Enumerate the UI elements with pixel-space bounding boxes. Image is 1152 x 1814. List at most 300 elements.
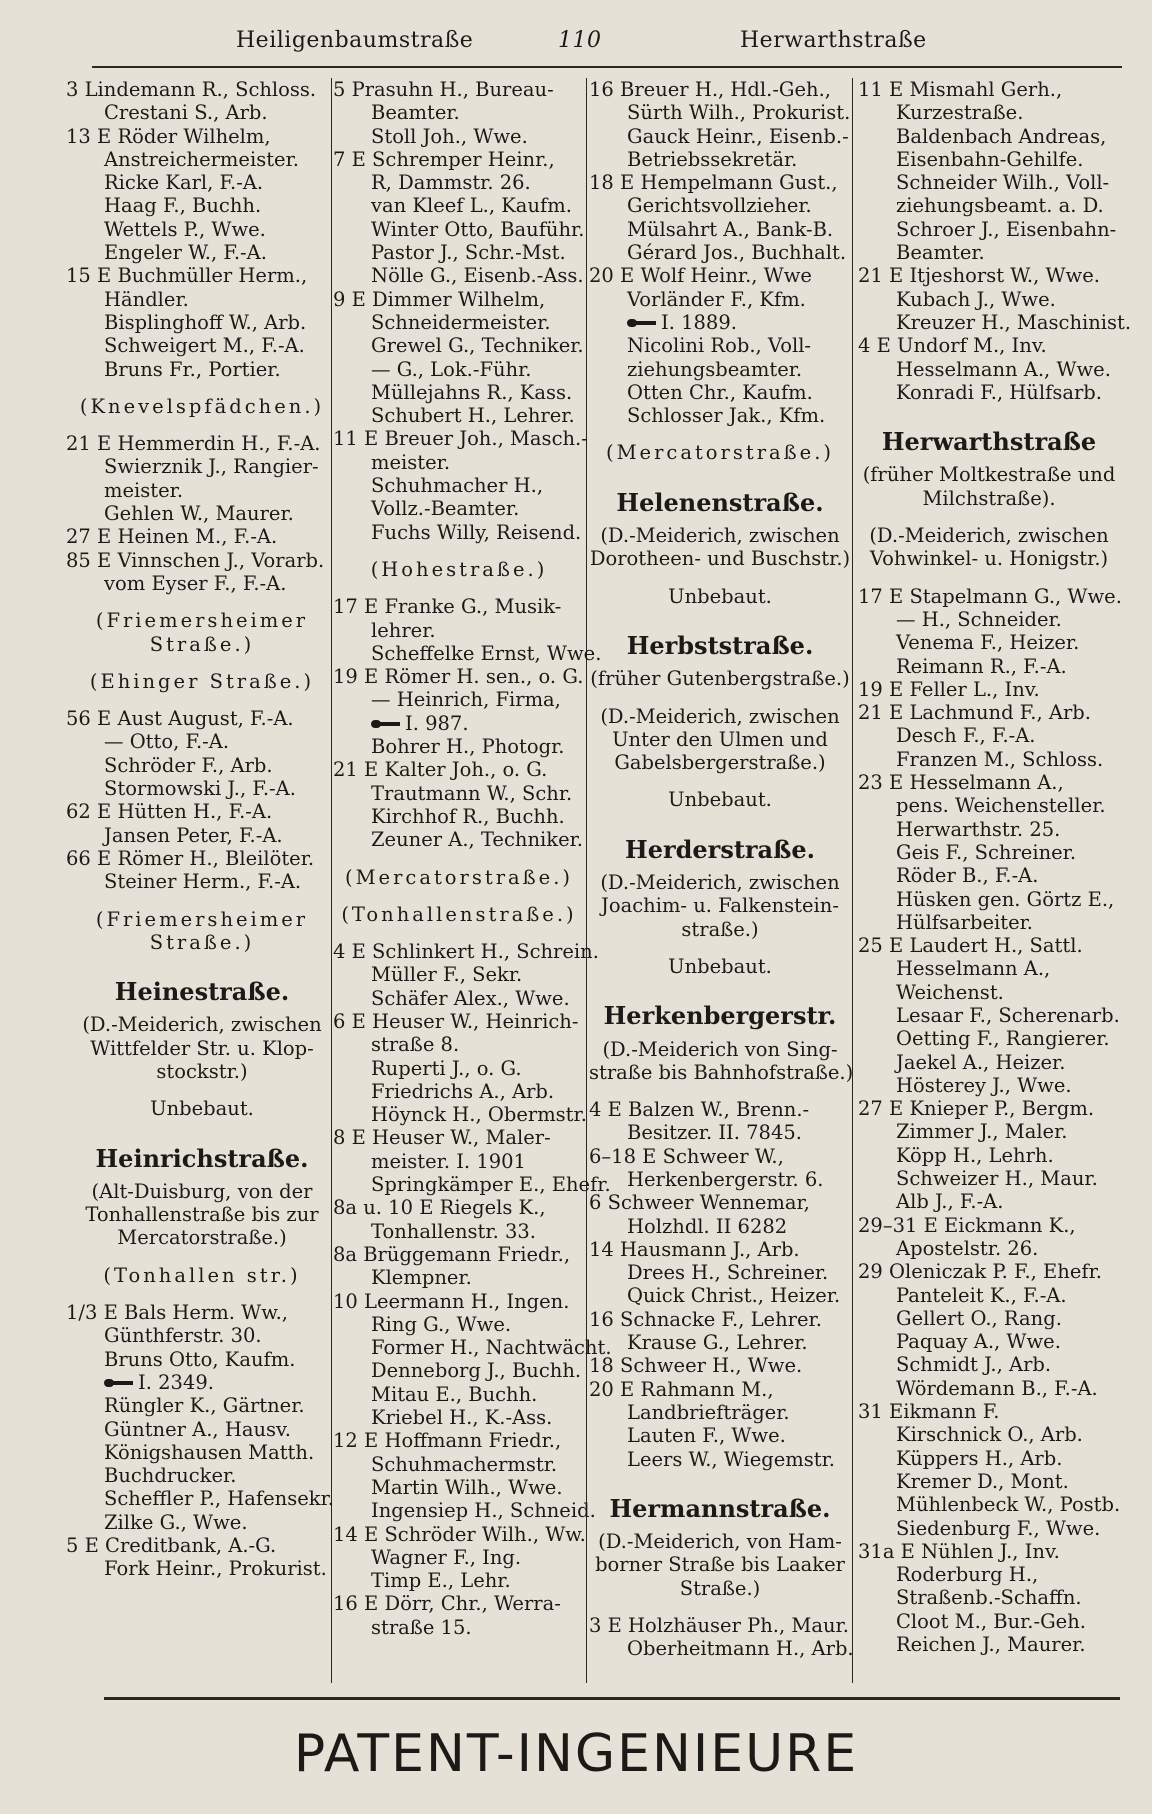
directory-entry <box>333 171 585 194</box>
entry-text: 21 E Kalter Joh., o. G. <box>333 758 548 782</box>
directory-entry <box>589 1145 851 1168</box>
entry-text: Heinrichstraße. <box>95 1143 309 1173</box>
directory-entry <box>66 1301 338 1324</box>
directory-entry <box>333 1103 585 1126</box>
entry-text: Gérard Jos., Buchhalt. <box>627 241 847 265</box>
entry-text: 13 E Röder Wilhelm, <box>66 124 271 148</box>
directory-entry <box>858 1214 1120 1237</box>
spacer <box>589 1600 851 1614</box>
entry-text: 27 E Knieper P., Bergm. <box>858 1097 1095 1121</box>
directory-entry <box>858 1470 1120 1493</box>
entry-text: Dorotheen- und Buschstr.) <box>589 547 851 571</box>
directory-entry <box>333 358 585 381</box>
entry-text: Franzen M., Schloss. <box>896 747 1104 771</box>
directory-entry <box>858 1586 1120 1609</box>
entry-text: Schäfer Alex., Wwe. <box>371 986 570 1010</box>
directory-entry <box>858 608 1120 631</box>
directory-entry <box>66 549 338 572</box>
spacer <box>66 595 338 609</box>
directory-entry <box>333 1453 585 1476</box>
entry-text: 29 Oleniczak P. F., Ehefr. <box>858 1260 1102 1284</box>
directory-entry <box>333 1266 585 1289</box>
directory-entry <box>858 125 1120 148</box>
entry-text: ziehungsbeamt. a. D. <box>896 194 1104 218</box>
directory-entry <box>66 171 338 194</box>
directory-entry <box>333 1033 585 1056</box>
directory-entry <box>858 1633 1120 1656</box>
entry-text: Herwarthstr. 25. <box>896 817 1061 841</box>
directory-entry <box>589 404 851 427</box>
entry-text: Cloot M., Bur.-Geh. <box>896 1609 1086 1633</box>
directory-entry <box>858 1237 1120 1260</box>
entry-text: Quick Christ., Heizer. <box>627 1284 841 1308</box>
spacer <box>589 571 851 585</box>
entry-text: (Ehinger Straße.) <box>89 669 315 693</box>
street-note <box>66 395 338 418</box>
directory-entry <box>589 288 851 311</box>
directory-entry <box>333 1592 585 1615</box>
telephone-icon <box>627 317 657 329</box>
directory-entry <box>589 78 851 101</box>
entry-text: — H., Schneider. <box>896 607 1062 631</box>
spacer <box>589 608 851 622</box>
directory-entry <box>858 864 1120 887</box>
street-note <box>66 670 338 693</box>
header-right-street: Herwarthstraße <box>740 28 927 53</box>
directory-entry <box>333 334 585 357</box>
street-heading <box>589 834 851 864</box>
entry-text: 25 E Laudert H., Sattl. <box>858 934 1083 958</box>
footer-advertisement: PATENT-INGENIEURE <box>293 1724 859 1784</box>
entry-text: 9 E Dimmer Wilhelm, <box>333 287 546 311</box>
directory-entry <box>589 1378 851 1401</box>
directory-entry <box>858 888 1120 911</box>
entry-text: van Kleef L., Kaufm. <box>371 194 572 218</box>
entry-text: Siedenburg F., Wwe. <box>896 1516 1101 1540</box>
directory-entry <box>66 432 338 455</box>
entry-text: Klempner. <box>371 1266 472 1290</box>
directory-entry <box>66 824 338 847</box>
entry-text: 21 E Lachmund F., Arb. <box>858 701 1091 725</box>
directory-entry <box>333 665 585 688</box>
entry-text: Fork Heinr., Prokurist. <box>104 1557 327 1581</box>
footer-rule <box>104 1697 1120 1700</box>
entry-text: 11 E Breuer Joh., Masch.- <box>333 427 588 451</box>
directory-entry <box>66 101 338 124</box>
directory-entry <box>858 1144 1120 1167</box>
directory-entry <box>66 1348 338 1371</box>
spacer <box>66 656 338 670</box>
directory-entry <box>858 381 1120 404</box>
street-note <box>333 866 585 889</box>
entry-text: Kurzestraße. <box>896 101 1024 125</box>
entry-text: I. 2349. <box>138 1370 214 1394</box>
street-note <box>589 1530 851 1553</box>
entry-text: Zimmer J., Maler. <box>896 1120 1068 1144</box>
header-left-street: Heiligenbaumstraße <box>236 28 474 53</box>
directory-entry <box>333 641 602 665</box>
entry-text: Paquay A., Wwe. <box>896 1330 1061 1354</box>
directory-entry <box>589 148 851 171</box>
directory-entry <box>858 771 1120 794</box>
entry-text: Lesaar F., Scherenarb. <box>896 1003 1120 1027</box>
directory-entry <box>66 1324 338 1347</box>
entry-text: Ingensiep H., Schneid. <box>371 1499 596 1523</box>
entry-text: Mercatorstraße.) <box>117 1226 287 1250</box>
directory-entry <box>333 451 585 474</box>
directory-entry <box>333 1616 585 1639</box>
spacer <box>66 418 338 432</box>
directory-entry <box>66 1487 338 1510</box>
directory-entry <box>66 479 338 502</box>
entry-text: I. 1889. <box>661 310 737 334</box>
entry-text: Hülfsarbeiter. <box>896 910 1033 934</box>
entry-text: 66 E Römer H., Bleilöter. <box>66 846 315 870</box>
entry-text: (D.-Meiderich, zwischen <box>600 524 840 548</box>
entry-text: meister. <box>104 478 184 502</box>
street-note <box>589 1577 851 1600</box>
entry-text: Schröder F., Arb. <box>104 753 273 777</box>
directory-entry <box>589 1401 851 1424</box>
entry-text: Scheffelke Ernst, Wwe. <box>371 641 602 665</box>
street-note <box>66 908 338 931</box>
street-heading <box>589 630 851 660</box>
directory-entry <box>589 1448 851 1471</box>
entry-text: 8a u. 10 E Riegels K., <box>333 1196 546 1220</box>
directory-entry <box>333 805 585 828</box>
directory-entry <box>66 1557 338 1580</box>
directory-entry <box>333 101 585 124</box>
street-note <box>589 1038 851 1061</box>
directory-entry <box>589 1614 851 1637</box>
entry-text: Rüngler K., Gärtner. <box>104 1394 305 1418</box>
entry-text: Mitau E., Buchh. <box>371 1382 538 1406</box>
entry-text: Grewel G., Techniker. <box>371 334 584 358</box>
directory-entry <box>858 1027 1120 1050</box>
entry-text: 18 E Hempelmann Gust., <box>589 171 838 195</box>
directory-entry <box>333 427 588 451</box>
entry-text: (Tonhallenstraße.) <box>341 902 577 926</box>
spacer <box>858 571 1120 585</box>
entry-text: Schneider Wilh., Voll- <box>896 171 1110 195</box>
directory-entry <box>858 585 1120 608</box>
spacer <box>66 1083 338 1097</box>
entry-text: Schweigert M., F.-A. <box>104 334 305 358</box>
directory-entry <box>858 1097 1120 1120</box>
directory-entry <box>66 870 338 893</box>
directory-entry <box>333 1290 585 1313</box>
directory-entry <box>333 1010 585 1033</box>
entry-text: Schubert H., Lehrer. <box>371 404 575 428</box>
entry-text: Panteleit K., F.-A. <box>896 1283 1067 1307</box>
entry-text: 5 E Creditbank, A.-G. <box>66 1534 277 1558</box>
entry-text: Mülsahrt A., Bank-B. <box>627 217 834 241</box>
directory-entry <box>66 730 338 753</box>
entry-text: (D.-Meiderich, zwischen <box>600 704 840 728</box>
directory-entry <box>589 218 851 241</box>
directory-entry <box>333 1383 585 1406</box>
entry-text: — Heinrich, Firma, <box>371 688 561 712</box>
entry-text: 19 E Feller L., Inv. <box>858 677 1040 701</box>
directory-entry <box>66 800 338 823</box>
directory-entry <box>333 828 585 851</box>
directory-entry <box>589 1637 854 1661</box>
directory-entry <box>858 1563 1120 1586</box>
spacer <box>333 926 585 940</box>
entry-text: Weichenst. <box>896 980 1004 1004</box>
directory-entry <box>858 1610 1120 1633</box>
entry-text: Unbebaut. <box>668 788 772 812</box>
entry-text: 31 Eikmann F. <box>858 1400 1000 1424</box>
entry-text: Betriebssekretär. <box>627 147 798 171</box>
directory-entry <box>66 572 338 595</box>
entry-text: Leers W., Wiegemstr. <box>627 1447 835 1471</box>
entry-text: Unbebaut. <box>668 584 772 608</box>
entry-text: meister. I. 1901 <box>371 1149 526 1173</box>
spacer <box>333 852 585 866</box>
entry-text: Schroer J., Eisenbahn- <box>896 217 1117 241</box>
spacer <box>589 1084 851 1098</box>
entry-text: Martin Wilh., Wwe. <box>371 1475 563 1499</box>
entry-text: Alb J., F.-A. <box>896 1190 1004 1214</box>
entry-text: 6–18 E Schweer W., <box>589 1144 784 1168</box>
directory-entry <box>333 404 585 427</box>
directory-entry <box>858 1284 1120 1307</box>
column-divider-2 <box>586 78 587 1683</box>
street-note <box>66 931 338 954</box>
directory-entry <box>333 1057 585 1080</box>
telephone-icon <box>104 1377 134 1389</box>
directory-entry <box>333 311 585 334</box>
entry-text: 31a E Nühlen J., Inv. <box>858 1539 1060 1563</box>
entry-text: Engeler W., F.-A. <box>104 241 267 265</box>
directory-entry <box>66 455 338 478</box>
entry-text: Mühlenbeck W., Postb. <box>896 1493 1121 1517</box>
street-note <box>589 441 851 464</box>
street-note <box>589 1553 851 1576</box>
directory-entry <box>333 241 585 264</box>
directory-entry <box>333 1196 585 1219</box>
entry-text: Otten Chr., Kaufm. <box>627 380 813 404</box>
street-note <box>66 1226 338 1249</box>
entry-text: 85 E Vinnschen J., Vorarb. <box>66 548 325 572</box>
entry-text: Gellert O., Rang. <box>896 1306 1062 1330</box>
entry-text: Bohrer H., Photogr. <box>371 735 565 759</box>
entry-text: Oberheitmann H., Arb. <box>627 1637 854 1661</box>
entry-text: Herbststraße. <box>626 630 814 660</box>
entry-text: Zeuner A., Techniker. <box>371 828 583 852</box>
directory-entry <box>858 631 1120 654</box>
directory-entry <box>333 1476 585 1499</box>
directory-entry <box>66 847 338 870</box>
entry-text: Krause G., Lehrer. <box>627 1331 808 1355</box>
spacer <box>66 1121 338 1135</box>
directory-entry <box>333 148 585 171</box>
entry-text: Stoll Joh., Wwe. <box>371 124 528 148</box>
street-note <box>66 1264 338 1287</box>
entry-text: 1/3 E Bals Herm. Ww., <box>66 1301 288 1325</box>
directory-entry <box>589 1191 851 1214</box>
street-note <box>333 903 585 926</box>
spacer <box>589 774 851 788</box>
directory-entry <box>858 841 1120 864</box>
entry-text: 11 E Mismahl Gerh., <box>858 78 1063 101</box>
directory-entry <box>858 724 1120 747</box>
entry-text: Eisenbahn-Gehilfe. <box>896 147 1084 171</box>
directory-entry <box>333 619 585 642</box>
street-heading <box>589 1493 851 1523</box>
directory-entry <box>858 1540 1120 1563</box>
entry-text: 14 E Schröder Wilh., Ww. <box>333 1522 586 1546</box>
entry-text: straße 8. <box>371 1033 460 1057</box>
directory-entry <box>858 1051 1120 1074</box>
entry-text: Jaekel A., Heizer. <box>896 1050 1066 1074</box>
entry-text: Vorländer F., Kfm. <box>627 287 806 311</box>
directory-entry <box>858 1004 1120 1027</box>
entry-text: Apostelstr. 26. <box>896 1236 1039 1260</box>
entry-text: Kirchhof R., Buchh. <box>371 804 565 828</box>
entry-text: 19 E Römer H. sen., o. G. <box>333 665 584 689</box>
entry-text: Köpp H., Lehrh. <box>896 1143 1054 1167</box>
directory-entry <box>858 101 1120 124</box>
entry-text: 62 E Hütten H., F.-A. <box>66 800 273 824</box>
directory-entry <box>589 334 851 357</box>
entry-text: 18 Schweer H., Wwe. <box>589 1354 803 1378</box>
directory-entry <box>333 1499 596 1523</box>
column-3 <box>589 78 854 1678</box>
directory-entry <box>66 502 338 525</box>
entry-text: Gabelsbergerstraße.) <box>614 751 826 775</box>
entry-text: 6 E Heuser W., Heinrich- <box>333 1009 579 1033</box>
entry-text: straße.) <box>681 917 759 941</box>
directory-entry <box>333 1243 585 1266</box>
directory-entry <box>589 194 851 217</box>
street-note <box>589 894 851 917</box>
street-note <box>858 487 1120 510</box>
directory-entry <box>333 264 585 287</box>
entry-text: Kubach J., Wwe. <box>896 287 1056 311</box>
directory-entry <box>858 78 1120 101</box>
spacer <box>66 693 338 707</box>
directory-entry <box>858 1447 1120 1470</box>
entry-text: Former H., Nachtwächt. <box>371 1336 612 1360</box>
directory-entry <box>589 1215 851 1238</box>
spacer <box>589 978 851 992</box>
entry-text: Hüsken gen. Görtz E., <box>896 887 1115 911</box>
street-note <box>589 871 851 894</box>
directory-entry <box>333 1080 585 1103</box>
entry-text: Haag F., Buchh. <box>104 194 262 218</box>
entry-text: Unbebaut. <box>150 1097 254 1121</box>
directory-entry <box>66 241 338 264</box>
entry-text: Besitzer. II. 7845. <box>627 1121 802 1145</box>
directory-entry <box>858 194 1120 217</box>
entry-text: Steiner Herm., F.-A. <box>104 870 302 894</box>
entry-text: Reichen J., Maurer. <box>896 1633 1086 1656</box>
street-heading <box>66 1143 338 1173</box>
entry-text: Schuhmachermstr. <box>371 1452 558 1476</box>
entry-text: Trautmann W., Schr. <box>371 781 573 805</box>
street-note <box>66 1037 338 1060</box>
entry-text: Baldenbach Andreas, <box>896 124 1107 148</box>
entry-text: Kremer D., Mont. <box>896 1469 1069 1493</box>
entry-text: Schmidt J., Arb. <box>896 1353 1052 1377</box>
entry-text: 12 E Hoffmann Friedr., <box>333 1429 562 1453</box>
entry-text: Vollz.-Beamter. <box>371 497 520 521</box>
entry-text: Röder B., F.-A. <box>896 864 1039 888</box>
entry-text: ziehungsbeamter. <box>627 357 803 381</box>
directory-entry <box>66 334 338 357</box>
entry-text: Milchstraße). <box>922 486 1056 510</box>
directory-entry <box>66 777 338 800</box>
directory-entry <box>66 78 338 101</box>
entry-text: Günthferstr. 30. <box>104 1324 262 1348</box>
entry-text: Straße.) <box>679 1576 761 1600</box>
directory-entry <box>333 1220 585 1243</box>
spacer <box>589 427 851 441</box>
entry-text: 16 Schnacke F., Lehrer. <box>589 1307 822 1331</box>
directory-entry <box>858 1190 1120 1213</box>
entry-text: 6 Schweer Wennemar, <box>589 1191 810 1215</box>
directory-entry <box>66 194 338 217</box>
entry-text: Landbriefträger. <box>627 1400 790 1424</box>
directory-entry <box>333 1546 585 1569</box>
directory-entry <box>589 1308 851 1331</box>
entry-text: Tonhallenstraße bis zur <box>85 1203 319 1227</box>
entry-text: 27 E Heinen M., F.-A. <box>66 525 278 549</box>
spacer <box>333 889 585 903</box>
entry-text: Nölle G., Eisenb.-Ass. <box>371 264 584 288</box>
directory-entry <box>333 963 585 986</box>
street-heading <box>589 487 851 517</box>
entry-text: Wördemann B., F.-A. <box>896 1376 1098 1400</box>
entry-text: Straße.) <box>149 930 255 954</box>
directory-entry <box>858 981 1120 1004</box>
entry-text: Swierznik J., Rangier- <box>104 455 319 479</box>
entry-text: I. 987. <box>405 711 469 735</box>
entry-text: Herkenbergerstr. 6. <box>627 1167 824 1191</box>
entry-text: Fuchs Willy, Reisend. <box>371 520 582 544</box>
entry-text: Ruperti J., o. G. <box>371 1056 522 1080</box>
entry-text: 10 Leermann H., Ingen. <box>333 1289 570 1313</box>
street-heading <box>589 1001 851 1031</box>
directory-entry <box>333 125 585 148</box>
entry-text: Beamter. <box>371 101 460 125</box>
entry-text: 4 E Balzen W., Brenn.- <box>589 1098 810 1122</box>
entry-text: Kreuzer H., Maschinist. <box>896 310 1132 334</box>
directory-entry <box>589 1098 851 1121</box>
entry-text: Desch F., F.-A. <box>896 724 1036 748</box>
directory-entry <box>66 1371 338 1394</box>
directory-entry <box>333 1336 612 1360</box>
street-note <box>66 609 338 632</box>
street-note <box>589 547 851 570</box>
entry-text: Winter Otto, Bauführ. <box>371 217 585 241</box>
entry-text: Müllejahns R., Kass. <box>371 380 573 404</box>
entry-text: 23 E Hesselmann A., <box>858 771 1064 795</box>
directory-entry <box>858 264 1120 287</box>
entry-text: (Friemersheimer <box>95 907 309 931</box>
entry-text: Straßenb.-Schaffn. <box>896 1586 1082 1610</box>
entry-text: Herderstraße. <box>625 834 815 864</box>
directory-entry <box>66 707 338 730</box>
entry-text: Reimann R., F.-A. <box>896 654 1067 678</box>
entry-text: Timp E., Lehr. <box>371 1569 511 1593</box>
entry-text: borner Straße bis Laaker <box>595 1553 845 1577</box>
directory-entry <box>858 1307 1120 1330</box>
entry-text: 16 Breuer H., Hdl.-Geh., <box>589 78 832 101</box>
directory-entry <box>66 125 338 148</box>
